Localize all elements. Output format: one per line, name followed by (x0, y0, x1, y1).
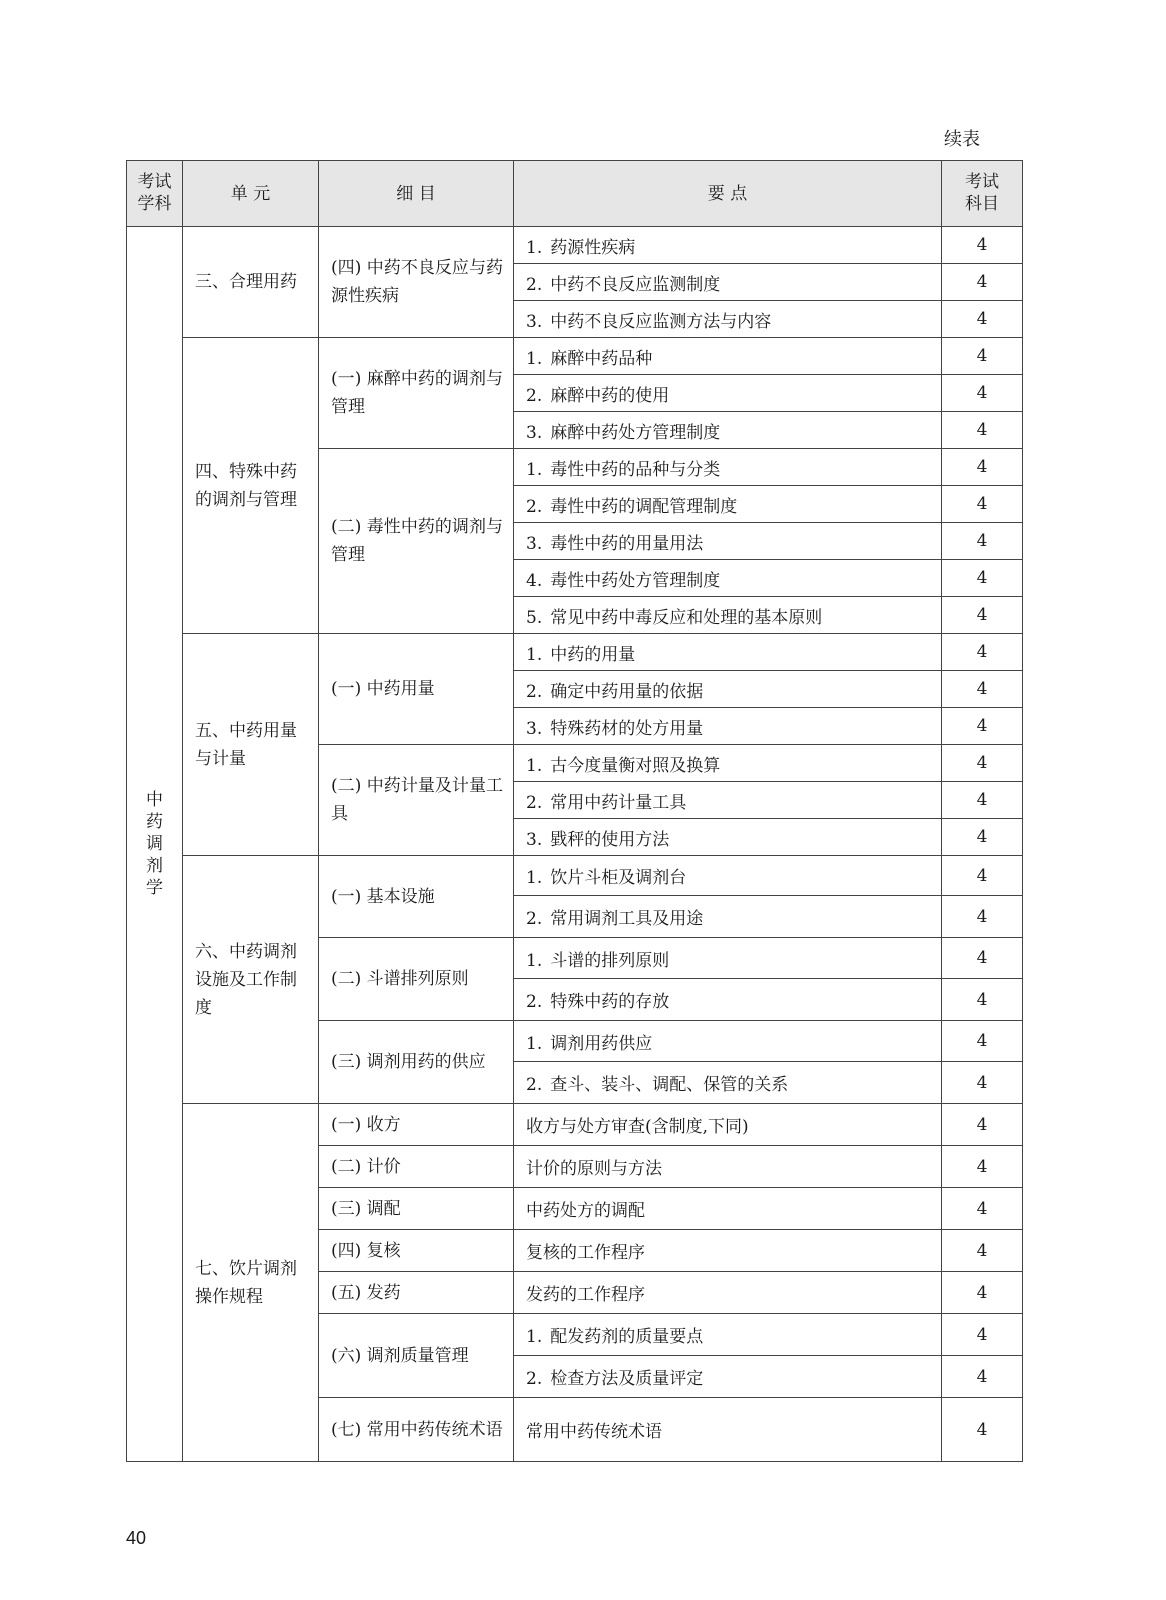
table-row (127, 227, 1023, 264)
sub-item-cell: (一) 麻醉中药的调剂与管理 (319, 338, 514, 449)
exam-cell: 4 (942, 782, 1023, 819)
page-number: 40 (126, 1528, 147, 1548)
point-number: 2. (526, 1075, 543, 1095)
point-number: 2. (526, 496, 543, 517)
unit-cell: 五、中药用量与计量 (183, 634, 319, 856)
exam-cell: 4 (942, 1188, 1023, 1230)
exam-cell: 4 (942, 979, 1023, 1021)
exam-cell: 4 (942, 597, 1023, 634)
point-number: 1. (526, 348, 543, 369)
point-cell (514, 856, 942, 896)
point-text: 发药的工作程序 (526, 1285, 645, 1305)
exam-cell: 4 (942, 264, 1023, 301)
header-point: 要 点 (514, 161, 942, 227)
exam-cell: 4 (942, 227, 1023, 264)
point-number: 3. (526, 533, 543, 554)
point-number: 1. (526, 237, 543, 258)
point-cell (514, 560, 942, 597)
unit-cell: 七、饮片调剂操作规程 (183, 1104, 319, 1462)
point-text: 常用调剂工具及用途 (550, 909, 704, 929)
point-cell (514, 819, 942, 856)
exam-cell: 4 (942, 1398, 1023, 1462)
exam-cell: 4 (942, 819, 1023, 856)
point-text: 常见中药中毒反应和处理的基本原则 (550, 607, 823, 628)
point-text: 特殊药材的处方用量 (550, 718, 704, 739)
sub-item-cell: (五) 发药 (319, 1272, 514, 1314)
header-row (127, 161, 1023, 227)
exam-cell: 4 (942, 375, 1023, 412)
point-number: 2. (526, 909, 543, 929)
table-row (127, 634, 1023, 671)
point-text: 中药处方的调配 (526, 1201, 645, 1221)
table-row (127, 856, 1023, 896)
point-cell (514, 264, 942, 301)
point-number: 1. (526, 1327, 543, 1347)
header-exam: 考试科目 (942, 161, 1023, 227)
sub-item-cell: (三) 调配 (319, 1188, 514, 1230)
point-text: 斗谱的排列原则 (550, 950, 670, 971)
point-number: 2. (526, 992, 543, 1012)
point-number: 2. (526, 274, 543, 295)
point-text: 收方与处方审查(含制度,下同) (526, 1117, 749, 1137)
point-text: 调剂用药供应 (550, 1033, 653, 1054)
table-row (127, 338, 1023, 375)
point-text: 麻醉中药品种 (550, 348, 653, 369)
point-number: 1. (526, 755, 543, 776)
point-cell (514, 1188, 942, 1230)
point-text: 特殊中药的存放 (550, 992, 670, 1012)
point-cell (514, 708, 942, 745)
point-cell (514, 745, 942, 782)
point-text: 常用中药传统术语 (526, 1422, 662, 1442)
point-text: 配发药剂的质量要点 (550, 1327, 704, 1347)
unit-cell: 三、合理用药 (183, 227, 319, 338)
sub-item-cell: (二) 毒性中药的调剂与管理 (319, 449, 514, 634)
exam-cell: 4 (942, 671, 1023, 708)
point-text: 毒性中药的用量用法 (550, 533, 704, 554)
point-cell (514, 1062, 942, 1104)
sub-item-cell: (二) 中药计量及计量工具 (319, 745, 514, 856)
exam-cell: 4 (942, 1314, 1023, 1356)
point-cell (514, 979, 942, 1021)
exam-cell: 4 (942, 1230, 1023, 1272)
exam-cell: 4 (942, 523, 1023, 560)
exam-cell: 4 (942, 1104, 1023, 1146)
unit-cell: 六、中药调剂设施及工作制度 (183, 856, 319, 1104)
point-text: 药源性疾病 (550, 237, 636, 258)
point-cell (514, 375, 942, 412)
point-number: 1. (526, 1033, 543, 1054)
point-cell (514, 1230, 942, 1272)
point-text: 复核的工作程序 (526, 1243, 645, 1263)
header-subject: 考试学科 (127, 161, 183, 227)
exam-cell: 4 (942, 486, 1023, 523)
point-cell (514, 338, 942, 375)
point-number: 2. (526, 681, 543, 702)
point-number: 3. (526, 829, 543, 850)
exam-cell: 4 (942, 708, 1023, 745)
point-cell (514, 1104, 942, 1146)
point-number: 1. (526, 459, 543, 480)
sub-item-cell: (二) 计价 (319, 1146, 514, 1188)
point-text: 常用中药计量工具 (550, 792, 687, 813)
exam-cell: 4 (942, 1062, 1023, 1104)
subject-label: 中药调剂学 (146, 790, 163, 898)
point-number: 5. (526, 607, 543, 628)
unit-cell: 四、特殊中药的调剂与管理 (183, 338, 319, 634)
point-number: 1. (526, 950, 543, 971)
point-cell (514, 1314, 942, 1356)
exam-cell: 4 (942, 745, 1023, 782)
point-text: 确定中药用量的依据 (550, 681, 704, 702)
sub-item-cell: (四) 中药不良反应与药源性疾病 (319, 227, 514, 338)
point-text: 毒性中药处方管理制度 (550, 570, 721, 591)
point-text: 中药不良反应监测方法与内容 (550, 311, 772, 332)
point-text: 毒性中药的调配管理制度 (550, 496, 738, 517)
point-text: 计价的原则与方法 (526, 1159, 662, 1179)
point-cell (514, 301, 942, 338)
point-number: 2. (526, 792, 543, 813)
point-cell (514, 938, 942, 979)
point-cell (514, 1272, 942, 1314)
point-cell (514, 896, 942, 938)
point-cell (514, 1398, 942, 1462)
point-number: 3. (526, 718, 543, 739)
point-cell (514, 1356, 942, 1398)
point-number: 1. (526, 868, 543, 888)
point-number: 2. (526, 1369, 543, 1389)
exam-cell: 4 (942, 412, 1023, 449)
point-number: 3. (526, 422, 543, 443)
point-text: 查斗、装斗、调配、保管的关系 (550, 1075, 789, 1095)
table-caption: 续表 (944, 129, 980, 150)
sub-item-cell: (二) 斗谱排列原则 (319, 938, 514, 1021)
point-text: 麻醉中药处方管理制度 (550, 422, 721, 443)
subject-cell (127, 227, 183, 1462)
point-cell (514, 597, 942, 634)
sub-item-cell: (四) 复核 (319, 1230, 514, 1272)
exam-cell: 4 (942, 938, 1023, 979)
point-cell (514, 412, 942, 449)
sub-item-cell: (一) 基本设施 (319, 856, 514, 938)
exam-cell: 4 (942, 1272, 1023, 1314)
exam-cell: 4 (942, 1146, 1023, 1188)
point-cell (514, 523, 942, 560)
point-text: 戥秤的使用方法 (550, 829, 670, 850)
point-number: 3. (526, 311, 543, 332)
exam-cell: 4 (942, 1021, 1023, 1062)
exam-cell: 4 (942, 449, 1023, 486)
exam-cell: 4 (942, 301, 1023, 338)
point-text: 中药不良反应监测制度 (550, 274, 721, 295)
table-body (127, 227, 1023, 1462)
point-number: 2. (526, 385, 543, 406)
point-cell (514, 1146, 942, 1188)
point-text: 饮片斗柜及调剂台 (550, 868, 687, 888)
sub-item-cell: (一) 中药用量 (319, 634, 514, 745)
sub-item-cell: (六) 调剂质量管理 (319, 1314, 514, 1398)
point-text: 麻醉中药的使用 (550, 385, 670, 406)
point-cell (514, 634, 942, 671)
point-cell (514, 1021, 942, 1062)
table-row (127, 1104, 1023, 1146)
exam-cell: 4 (942, 896, 1023, 938)
exam-cell: 4 (942, 856, 1023, 896)
header-sub-item: 细 目 (319, 161, 514, 227)
sub-item-cell: (三) 调剂用药的供应 (319, 1021, 514, 1104)
exam-cell: 4 (942, 560, 1023, 597)
point-cell (514, 671, 942, 708)
point-cell (514, 449, 942, 486)
exam-cell: 4 (942, 1356, 1023, 1398)
sub-item-cell: (一) 收方 (319, 1104, 514, 1146)
point-cell (514, 782, 942, 819)
point-cell (514, 227, 942, 264)
exam-outline-table (126, 160, 1023, 1462)
point-cell (514, 486, 942, 523)
point-text: 毒性中药的品种与分类 (550, 459, 721, 480)
sub-item-cell: (七) 常用中药传统术语 (319, 1398, 514, 1462)
header-unit: 单 元 (183, 161, 319, 227)
exam-cell: 4 (942, 338, 1023, 375)
point-number: 1. (526, 644, 543, 665)
point-text: 检查方法及质量评定 (550, 1369, 704, 1389)
point-number: 4. (526, 570, 543, 591)
point-text: 古今度量衡对照及换算 (550, 755, 721, 776)
exam-cell: 4 (942, 634, 1023, 671)
point-text: 中药的用量 (550, 644, 636, 665)
